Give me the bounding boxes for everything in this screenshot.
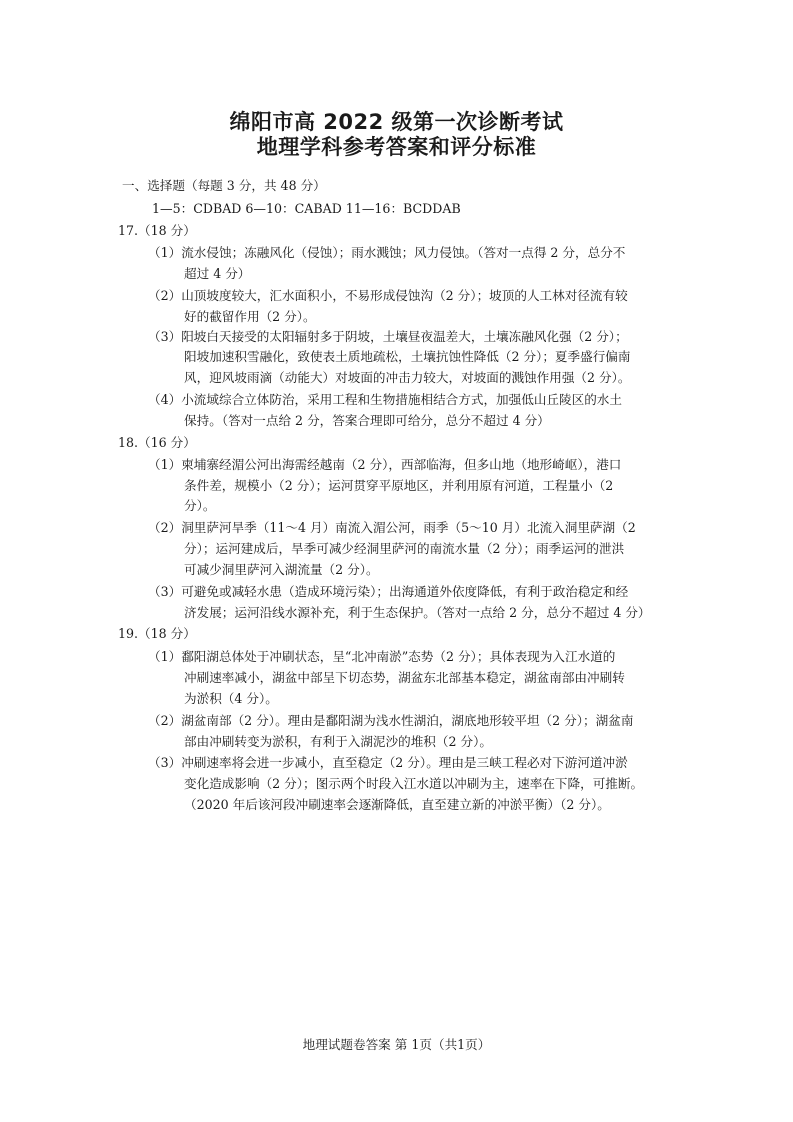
page-subtitle: 地理学科参考答案和评分标准 [256, 135, 537, 159]
choice-answers: 1—5：CDBAD 6—10：CABAD 11—16：BCDDAB [152, 201, 461, 216]
q19-answer-1-line1: （1）鄱阳湖总体处于冲刷状态，呈“北冲南淤”态势（2 分）；具体表现为入江水道的 [148, 649, 616, 664]
q18-answer-1-line1: （1）柬埔寨经湄公河出海需经越南（2 分），西部临海，但多山地（地形崎岖），港口 [148, 457, 622, 472]
q17-answer-1-line1: （1）流水侵蚀；冻融风化（侵蚀）；雨水溅蚀；风力侵蚀。（答对一点得 2 分，总分不 [148, 245, 626, 260]
q18-answer-2-line1: （2）洞里萨河旱季（11～4 月）南流入湄公河，雨季（5～10 月）北流入洞里萨湖（2 [148, 520, 636, 535]
q19-answer-3-line3: （2020 年后该河段冲刷速率会逐渐降低，直至建立新的冲淤平衡）（2 分）。 [184, 797, 610, 812]
q17-answer-1-line2: 超过 4 分） [184, 266, 251, 281]
q19-answer-2-line1: （2）湖盆南部（2 分）。理由是鄱阳湖为浅水性湖泊，湖底地形较平坦（2 分）；湖盆南 [148, 713, 634, 728]
q17-answer-4-line1: （4）小流域综合立体防治，采用工程和生物措施相结合方式，加强低山丘陵区的水土 [148, 392, 622, 407]
q17-answer-2-line2: 好的截留作用（2 分）。 [184, 309, 316, 324]
q19-answer-3-line1: （3）冲刷速率将会进一步减小，直至稳定（2 分）。理由是三峡工程必对下游河道冲淤 [148, 755, 628, 770]
q18-answer-2-line3: 可减少洞里萨河入湖流量（2 分）。 [184, 562, 379, 577]
q17-answer-4-line2: 保持。（答对一点给 2 分，答案合理即可给分，总分不超过 4 分） [184, 413, 550, 428]
question-17-label: 17.（18 分） [118, 223, 196, 238]
q18-answer-1-line3: 分）。 [184, 498, 216, 513]
q19-answer-3-line2: 变化造成影响（2 分）；图示两个时段入江水道以冲刷为主，速率在下降，可推断。 [184, 776, 644, 791]
q17-answer-3-line3: 风，迎风坡雨滴（动能大）对坡面的冲击力较大，对坡面的溅蚀作用强（2 分）。 [184, 370, 631, 385]
page-footer: 地理试题卷答案 第 1页（共1页） [302, 1037, 491, 1052]
q17-answer-2-line1: （2）山顶坡度较大，汇水面积小，不易形成侵蚀沟（2 分）；坡顶的人工林对径流有较 [148, 288, 628, 303]
question-18-label: 18.（16 分） [118, 435, 196, 450]
q17-answer-3-line2: 阳坡加速积雪融化，致使表土质地疏松，土壤抗蚀性降低（2 分）；夏季盛行偏南 [184, 349, 631, 364]
section-heading-choice: 一、选择题（每题 3 分，共 48 分） [122, 178, 326, 193]
q18-answer-3-line1: （3）可避免或减轻水患（造成环境污染）；出海通道外依度降低，有利于政治稳定和经 [148, 584, 629, 599]
q17-answer-3-line1: （3）阳坡白天接受的太阳辐射多于阴坡，土壤昼夜温差大，土壤冻融风化强（2 分）； [148, 329, 628, 344]
q18-answer-1-line2: 条件差，规模小（2 分）；运河贯穿平原地区，并利用原有河道，工程量小（2 [184, 478, 614, 493]
page-title: 绵阳市高 2022 级第一次诊断考试 [229, 110, 564, 134]
q18-answer-2-line2: 分）；运河建成后，旱季可减少经洞里萨河的南流水量（2 分）；雨季运河的泄洪 [184, 541, 625, 556]
q18-answer-3-line2: 济发展；运河沿线水源补充，利于生态保护。（答对一点给 2 分，总分不超过 4 分） [184, 605, 651, 620]
q19-answer-2-line2: 部由冲刷转变为淤积，有利于入湖泥沙的堆积（2 分）。 [184, 734, 492, 749]
q19-answer-1-line2: 冲刷速率减小，湖盆中部呈下切态势，湖盆东北部基本稳定，湖盆南部由冲刷转 [184, 670, 625, 685]
question-19-label: 19.（18 分） [118, 626, 196, 641]
q19-answer-1-line3: 为淤积（4 分）。 [184, 691, 278, 706]
